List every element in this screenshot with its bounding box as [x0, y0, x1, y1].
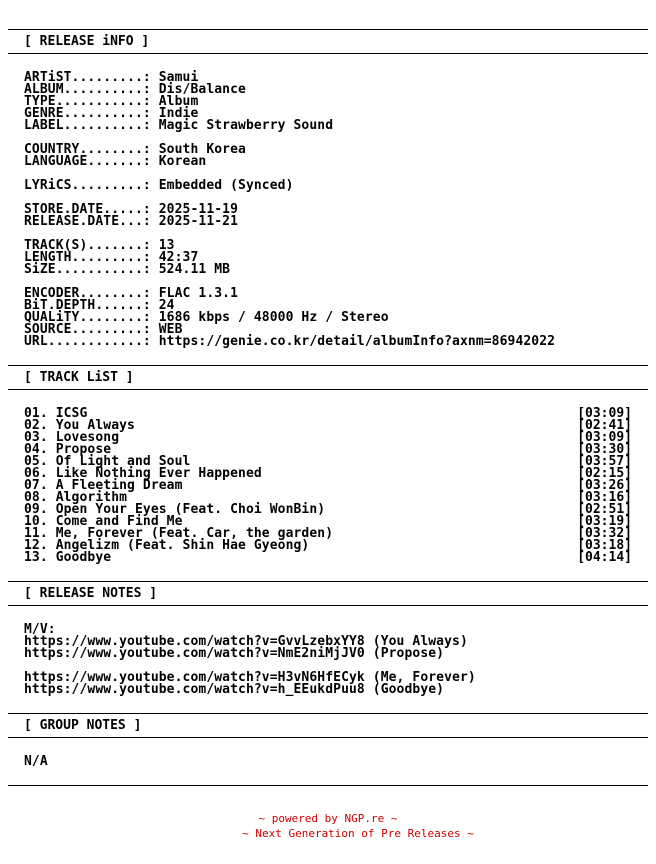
info-country: COUNTRY........: South Korea — [24, 142, 246, 157]
track-title: 10. Come and Find Me — [24, 514, 183, 529]
divider — [8, 53, 648, 54]
divider — [8, 29, 648, 30]
mv-link[interactable]: https://www.youtube.com/watch?v=H3vN6HfECyk (Me, Forever) — [24, 670, 476, 685]
track-title: 09. Open Your Eyes (Feat. Choi WonBin) — [24, 502, 326, 517]
mv-link[interactable]: https://www.youtube.com/watch?v=NmE2niMjJV0 (Propose) — [24, 646, 445, 661]
info-genre: GENRE..........: Indie — [24, 106, 199, 121]
info-encoder: ENCODER........: FLAC 1.3.1 — [24, 286, 239, 301]
divider — [8, 581, 648, 582]
mv-link[interactable]: https://www.youtube.com/watch?v=GvvLzebxYY8 (You Always) — [24, 634, 468, 649]
track-duration: [03:18] — [577, 538, 632, 553]
track-duration: [04:14] — [577, 550, 632, 565]
track-duration: [03:30] — [577, 442, 632, 457]
divider — [8, 365, 648, 366]
section-title-group-notes: [ GROUP NOTES ] — [24, 718, 142, 733]
info-size: SiZE...........: 524.11 MB — [24, 262, 231, 277]
track-duration: [03:09] — [577, 430, 632, 445]
info-length: LENGTH.........: 42:37 — [24, 250, 199, 265]
section-title-release-info: [ RELEASE iNFO ] — [24, 34, 150, 49]
info-album: ALBUM..........: Dis/Balance — [24, 82, 246, 97]
info-quality: QUALiTY........: 1686 kbps / 48000 Hz / Stereo — [24, 310, 389, 325]
footer-powered-by: ~ powered by NGP.re ~ — [258, 812, 398, 825]
track-duration: [03:26] — [577, 478, 632, 493]
info-language: LANGUAGE.......: Korean — [24, 154, 207, 169]
section-title-release-notes: [ RELEASE NOTES ] — [24, 586, 158, 601]
track-duration: [02:41] — [577, 418, 632, 433]
info-lyrics: LYRiCS.........: Embedded (Synced) — [24, 178, 294, 193]
mv-link[interactable]: https://www.youtube.com/watch?v=h_EEukdPuu8 (Goodbye) — [24, 682, 445, 697]
track-title: 03. Lovesong — [24, 430, 120, 445]
track-title: 12. Angelizm (Feat. Shin Hae Gyeong) — [24, 538, 310, 553]
track-duration: [03:19] — [577, 514, 632, 529]
track-title: 07. A Fleeting Dream — [24, 478, 183, 493]
track-duration: [03:16] — [577, 490, 632, 505]
group-notes-text: N/A — [24, 754, 48, 769]
divider — [8, 389, 648, 390]
mv-label: M/V: — [24, 622, 56, 637]
divider — [8, 785, 648, 786]
track-duration: [03:32] — [577, 526, 632, 541]
track-title: 01. ICSG — [24, 406, 88, 421]
track-title: 02. You Always — [24, 418, 135, 433]
track-title: 06. Like Nothing Ever Happened — [24, 466, 262, 481]
info-release-date: RELEASE.DATE...: 2025-11-21 — [24, 214, 239, 229]
section-title-track-list: [ TRACK LiST ] — [24, 370, 134, 385]
footer-tagline: ~ Next Generation of Pre Releases ~ — [242, 827, 474, 840]
info-store-date: STORE.DATE.....: 2025-11-19 — [24, 202, 239, 217]
track-title: 05. Of Light and Soul — [24, 454, 191, 469]
info-url: URL............: https://genie.co.kr/detail/albumInfo?axnm=86942022 — [24, 334, 556, 349]
track-title: 04. Propose — [24, 442, 112, 457]
track-title: 13. Goodbye — [24, 550, 112, 565]
track-title: 08. Algorithm — [24, 490, 128, 505]
divider — [8, 737, 648, 738]
track-title: 11. Me, Forever (Feat. Car, the garden) — [24, 526, 334, 541]
info-artist: ARTiST.........: Samui — [24, 70, 199, 85]
info-source: SOURCE.........: WEB — [24, 322, 183, 337]
info-tracks: TRACK(S).......: 13 — [24, 238, 175, 253]
divider — [8, 713, 648, 714]
track-duration: [03:09] — [577, 406, 632, 421]
track-duration: [02:51] — [577, 502, 632, 517]
info-bit-depth: BiT.DEPTH......: 24 — [24, 298, 175, 313]
track-duration: [03:57] — [577, 454, 632, 469]
info-label: LABEL..........: Magic Strawberry Sound — [24, 118, 334, 133]
info-type: TYPE...........: Album — [24, 94, 199, 109]
divider — [8, 605, 648, 606]
track-duration: [02:15] — [577, 466, 632, 481]
